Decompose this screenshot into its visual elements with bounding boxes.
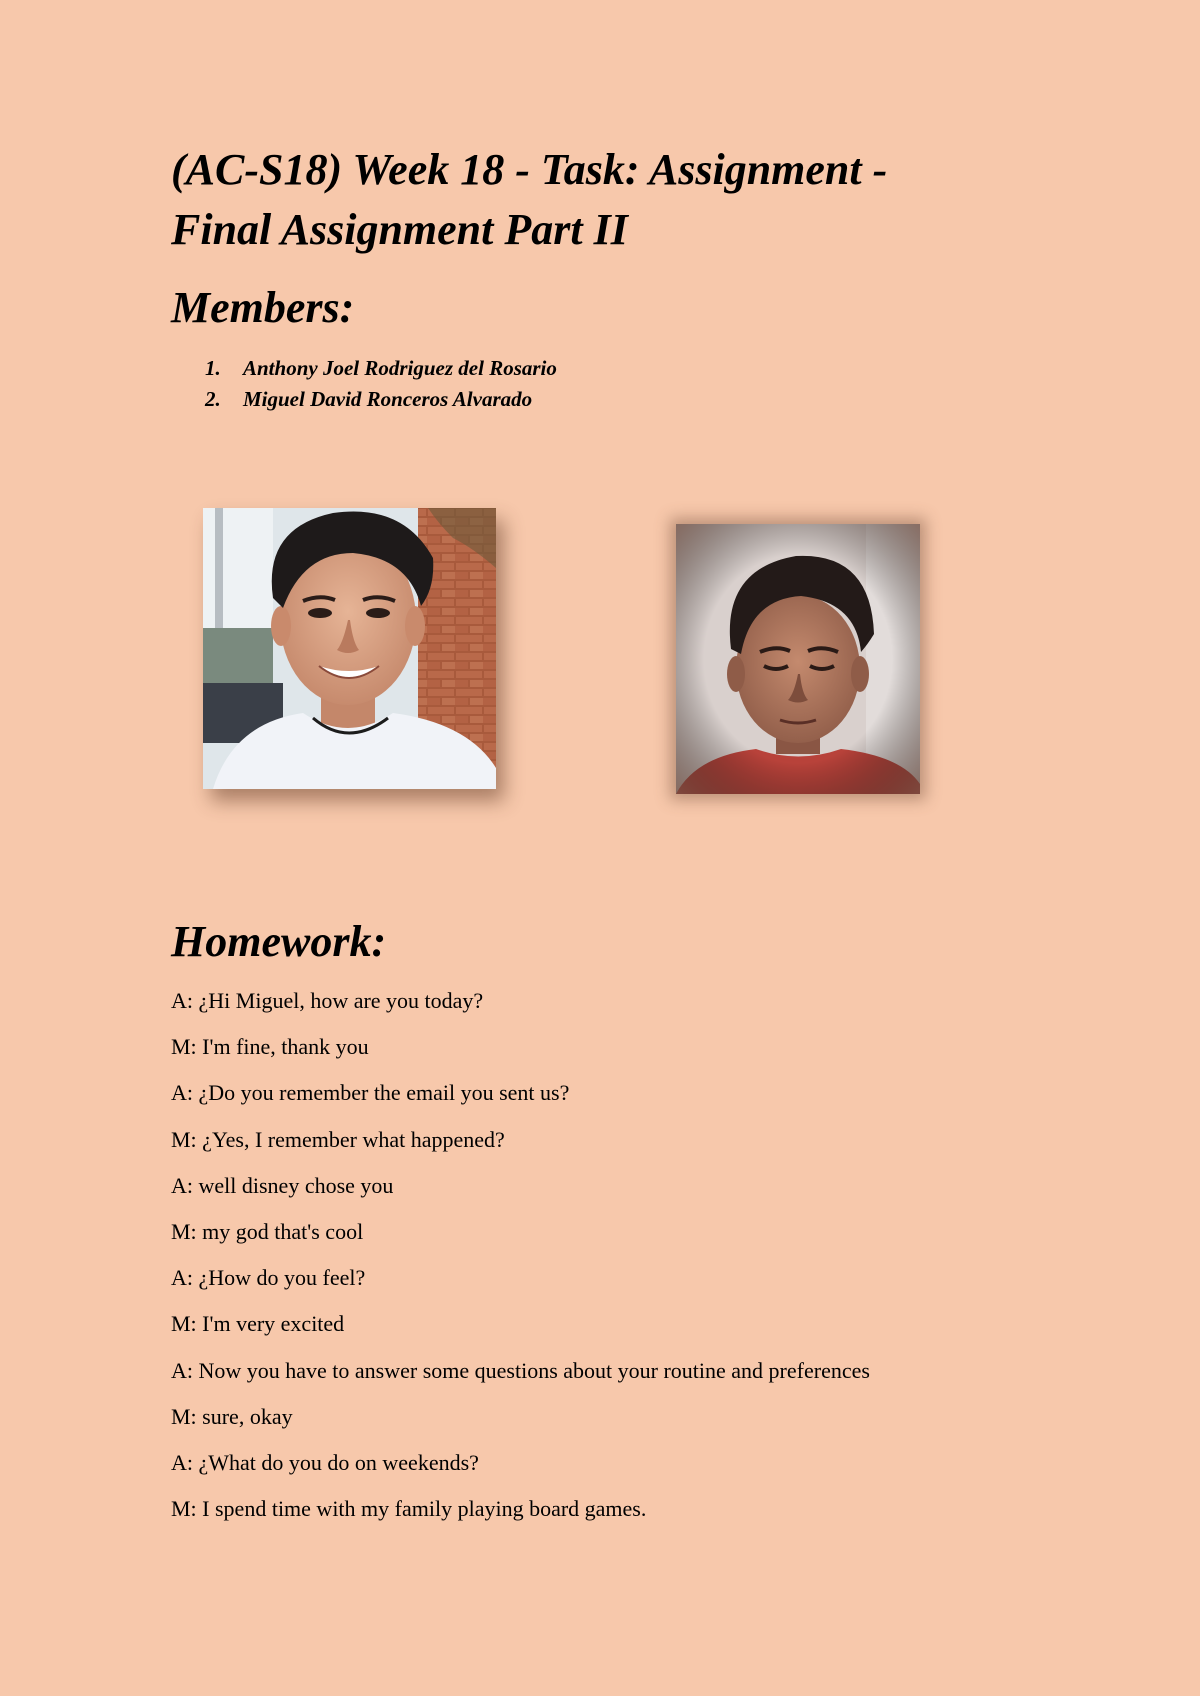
dialogue-line: M: my god that's cool <box>171 1218 364 1244</box>
member-number: 2. <box>205 387 221 411</box>
page-title <box>171 140 1031 260</box>
member-number: 1. <box>205 356 221 380</box>
dialogue-line: A: ¿What do you do on weekends? <box>171 1449 479 1475</box>
homework-heading: Homework: <box>171 917 387 966</box>
member-item <box>205 384 557 415</box>
dialogue-line: A: Now you have to answer some questions about your routine and preferences <box>171 1357 870 1383</box>
portrait-icon <box>203 508 496 789</box>
dialogue-line: M: I'm fine, thank you <box>171 1034 369 1060</box>
dialogue-line: A: ¿Do you remember the email you sent us? <box>171 1080 570 1106</box>
portrait-icon <box>676 524 920 794</box>
dialogue-line: M: ¿Yes, I remember what happened? <box>171 1126 505 1152</box>
title-line-2: Final Assignment Part II <box>171 205 628 254</box>
member-item <box>205 353 557 384</box>
portrait-photo-anthony <box>203 508 496 789</box>
dialogue-line: M: sure, okay <box>171 1403 293 1429</box>
member-name: Miguel David Ronceros Alvarado <box>243 387 533 411</box>
dialogue-list <box>171 984 1071 1538</box>
dialogue-line: A: ¿How do you feel? <box>171 1265 366 1291</box>
dialogue-line: A: ¿Hi Miguel, how are you today? <box>171 988 484 1013</box>
members-heading: Members: <box>171 283 355 332</box>
dialogue-line: A: well disney chose you <box>171 1172 394 1198</box>
dialogue-line: M: I'm very excited <box>171 1311 345 1337</box>
portrait-photo-miguel <box>676 524 920 794</box>
member-name: Anthony Joel Rodriguez del Rosario <box>243 356 557 380</box>
title-line-1: (AC-S18) Week 18 - Task: Assignment - <box>171 145 888 194</box>
dialogue-line: M: I spend time with my family playing board games. <box>171 1496 647 1522</box>
members-list <box>205 353 557 415</box>
